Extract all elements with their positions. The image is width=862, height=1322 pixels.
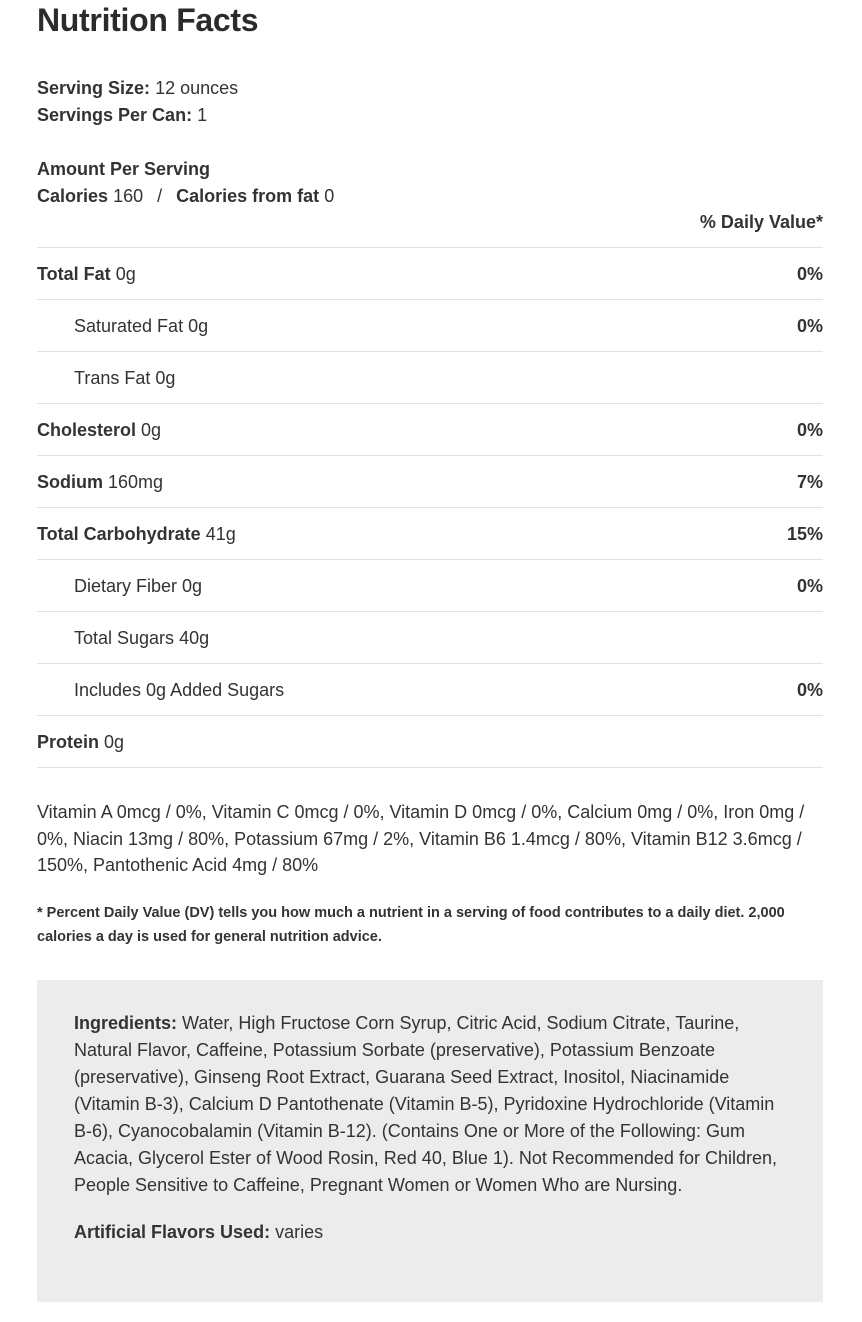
nutrient-label: Cholesterol bbox=[37, 420, 137, 440]
nutrient-amount: 41g bbox=[205, 524, 236, 544]
nutrient-daily-value: 7% bbox=[796, 472, 823, 492]
nutrient-row-saturated-fat bbox=[37, 300, 823, 352]
calories-from-fat-label: Calories from fat bbox=[176, 186, 320, 206]
nutrient-daily-value: 0% bbox=[796, 264, 823, 284]
daily-value-header: % Daily Value* bbox=[699, 212, 823, 232]
nutrient-label: Total Fat bbox=[37, 264, 111, 284]
nutrient-label: Dietary Fiber bbox=[74, 576, 178, 596]
amount-per-serving-heading: Amount Per Serving bbox=[37, 159, 211, 179]
nutrient-row-sodium bbox=[37, 456, 823, 508]
nutrient-row-total-carbohydrate bbox=[37, 508, 823, 560]
nutrient-daily-value: 0% bbox=[796, 420, 823, 440]
artificial-flavors-value: varies bbox=[275, 1222, 324, 1242]
artificial-flavors-line bbox=[74, 1219, 786, 1246]
nutrient-amount: 0g bbox=[155, 368, 176, 388]
serving-size-value: 12 ounces bbox=[155, 78, 239, 98]
daily-value-footnote: * Percent Daily Value (DV) tells you how much a nutrient in a serving of food contributes to a daily diet. 2,000 calories a day is used for general nutrition advice. bbox=[37, 905, 785, 945]
ingredients-box bbox=[37, 980, 823, 1302]
nutrient-amount: 0g bbox=[104, 732, 125, 752]
nutrient-daily-value: 0% bbox=[796, 680, 823, 700]
calories-line bbox=[37, 183, 334, 210]
nutrient-amount: 160mg bbox=[108, 472, 164, 492]
nutrient-label: Protein bbox=[37, 732, 100, 752]
nutrient-label: Trans Fat bbox=[74, 368, 151, 388]
serving-size-label: Serving Size: bbox=[37, 78, 151, 98]
nutrient-row-total-fat bbox=[37, 248, 823, 300]
nutrient-label: Total Carbohydrate bbox=[37, 524, 201, 544]
artificial-flavors-label: Artificial Flavors Used: bbox=[74, 1222, 271, 1242]
nutrients-table bbox=[37, 247, 823, 768]
nutrient-amount: 0g bbox=[115, 264, 136, 284]
vitamins-minerals-text: Vitamin A 0mcg / 0%, Vitamin C 0mcg / 0%, Vitamin D 0mcg / 0%, Calcium 0mg / 0%, Iron 0mg / 0%, Niacin 13mg / 80%, Potassium 67mg / 2%, Vitamin B6 1.4mcg / 80%, Vitamin B12 3.6mcg / 150%, Pantothenic Acid 4mg / 80% bbox=[37, 802, 805, 875]
serving-size-line bbox=[37, 75, 238, 102]
nutrient-row-total-sugars bbox=[37, 612, 823, 664]
nutrient-daily-value: 15% bbox=[786, 524, 823, 544]
nutrient-amount: 0g bbox=[182, 576, 203, 596]
nutrient-daily-value: 0% bbox=[796, 316, 823, 336]
calories-label: Calories bbox=[37, 186, 109, 206]
nutrient-label: Sodium bbox=[37, 472, 103, 492]
ingredients-paragraph bbox=[74, 1010, 786, 1199]
nutrient-daily-value: 0% bbox=[796, 576, 823, 596]
nutrient-label: Total Sugars bbox=[74, 628, 175, 648]
page-title: Nutrition Facts bbox=[37, 2, 259, 38]
nutrient-row-trans-fat bbox=[37, 352, 823, 404]
ingredients-label: Ingredients: bbox=[74, 1013, 178, 1033]
nutrient-amount: 0g bbox=[188, 316, 209, 336]
nutrient-row-cholesterol bbox=[37, 404, 823, 456]
nutrient-row-protein bbox=[37, 716, 823, 768]
servings-per-can-line bbox=[37, 102, 207, 129]
servings-per-can-value: 1 bbox=[197, 105, 208, 125]
calories-separator: / bbox=[157, 186, 163, 206]
nutrient-label: Saturated Fat bbox=[74, 316, 184, 336]
nutrient-row-dietary-fiber bbox=[37, 560, 823, 612]
nutrient-label: Includes 0g Added Sugars bbox=[74, 680, 285, 700]
nutrient-row-added-sugars bbox=[37, 664, 823, 716]
ingredients-text: Water, High Fructose Corn Syrup, Citric Acid, Sodium Citrate, Taurine, Natural Flavor, Caffeine, Potassium Sorbate (preservative), Potassium Benzoate (preservative), Ginseng Root Extract, Guarana Seed Extract, Inositol, Niacinamide (Vitamin B-3), Calcium D Pantothenate (Vitamin B-5), Pyridoxine Hydrochloride (Vitamin B-6), Cyanocobalamin (Vitamin B-12). (Contains One or More of the Following: Gum Acacia, Glycerol Ester of Wood Rosin, Red 40, Blue 1). Not Recommended for Children, People Sensitive to Caffeine, Pregnant Women or Women Who are Nursing. bbox=[74, 1013, 777, 1195]
nutrient-amount: 40g bbox=[179, 628, 210, 648]
nutrient-amount: 0g bbox=[141, 420, 162, 440]
calories-value: 160 bbox=[113, 186, 144, 206]
servings-per-can-label: Servings Per Can: bbox=[37, 105, 193, 125]
calories-from-fat-value: 0 bbox=[324, 186, 335, 206]
